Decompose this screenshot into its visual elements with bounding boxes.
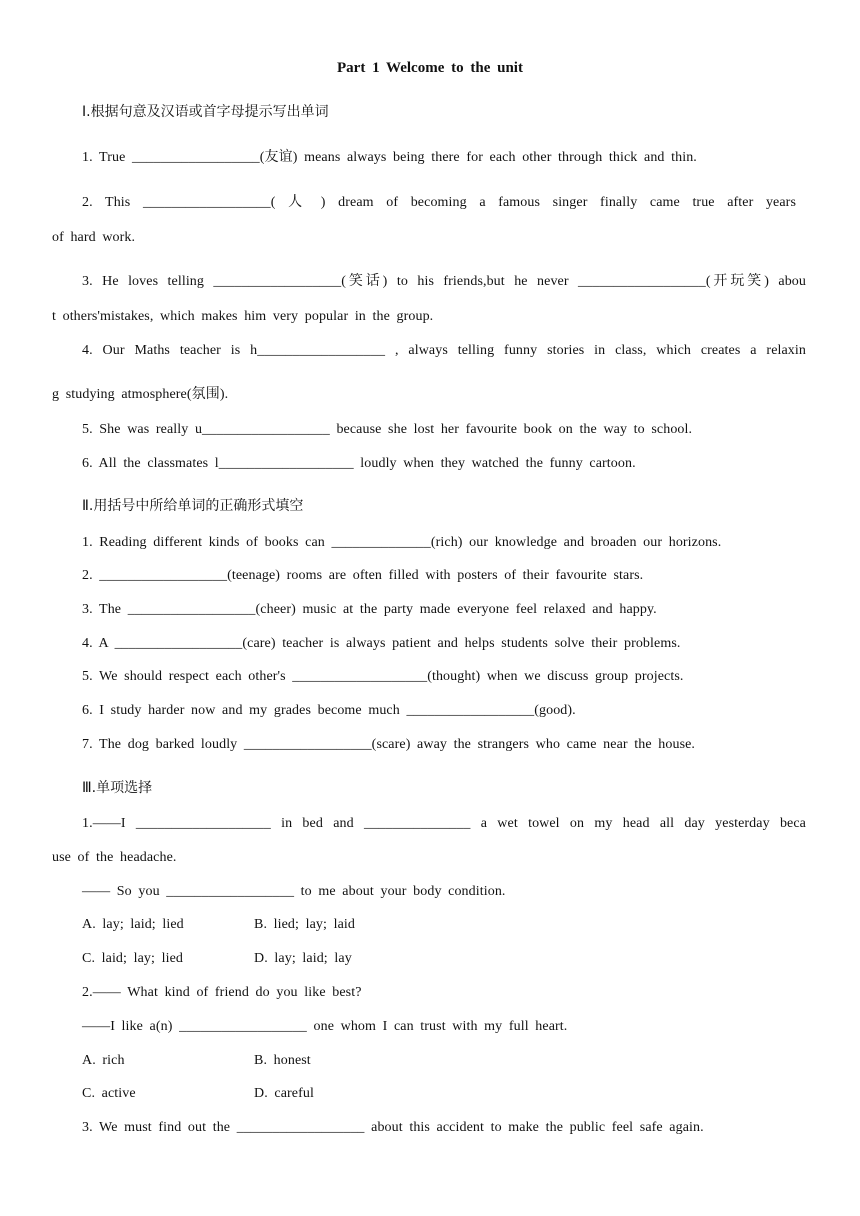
s2-q6: 6. I study harder now and my grades become much __________________(good). <box>82 703 576 718</box>
s1-q3-cont: t others'mistakes, which makes him very popular in the group. <box>52 309 434 324</box>
s2-q7: 7. The dog barked loudly __________________(scare) away the strangers who came near the house. <box>82 737 696 752</box>
s1-q2-cont: of hard work. <box>52 230 136 245</box>
s3-q1-option-d: D. lay; laid; lay <box>254 951 352 966</box>
s3-q1-option-b: B. lied; lay; laid <box>254 917 356 932</box>
s2-q1: 1. Reading different kinds of books can ______________(rich) our knowledge and broaden our horizons. <box>82 535 722 550</box>
s3-q2-response: ——I like a(n) __________________ one whom I can trust with my full heart. <box>82 1019 568 1034</box>
page-title: Part 1 Welcome to the unit <box>337 60 523 76</box>
s3-q1-stem-cont: use of the headache. <box>52 850 177 865</box>
s3-q2-option-d: D. careful <box>254 1086 314 1101</box>
s1-q1: 1. True __________________(友谊) means always being there for each other through thick and thin. <box>82 150 697 165</box>
s2-q2: 2. __________________(teenage) rooms are often filled with posters of their favourite stars. <box>82 568 644 583</box>
s2-q3: 3. The __________________(cheer) music at the party made everyone feel relaxed and happy. <box>82 602 657 617</box>
s2-q4: 4. A __________________(care) teacher is always patient and helps students solve their problems. <box>82 636 681 651</box>
s1-q6: 6. All the classmates l___________________ loudly when they watched the funny cartoon. <box>82 456 636 471</box>
section-2-heading: Ⅱ.用括号中所给单词的正确形式填空 <box>82 498 304 514</box>
section-1-heading: I.根据句意及汉语或首字母提示写出单词 <box>82 104 329 120</box>
s2-q5: 5. We should respect each other's ___________________(thought) when we discuss group projects. <box>82 669 684 684</box>
s1-q2: 2. This __________________( 人 ) dream of becoming a famous singer finally came true after years <box>82 195 796 210</box>
s1-q4: 4. Our Maths teacher is h__________________ , always telling funny stories in class, which creates a relaxin <box>82 343 806 358</box>
s3-q2-option-c: C. active <box>82 1086 136 1101</box>
s3-q1-response: —— So you __________________ to me about your body condition. <box>82 884 506 899</box>
s1-q5: 5. She was really u__________________ because she lost her favourite book on the way to school. <box>82 422 693 437</box>
s1-q4-cont: g studying atmosphere(氛围). <box>52 387 229 402</box>
s3-q2-option-a: A. rich <box>82 1053 125 1068</box>
s1-q3: 3. He loves telling __________________(笑话) to his friends,but he never __________________(开玩笑) abou <box>82 274 806 289</box>
s3-q1-option-a: A. lay; laid; lied <box>82 917 184 932</box>
s3-q3-stem: 3. We must find out the __________________ about this accident to make the public feel safe again. <box>82 1120 704 1135</box>
section-3-heading: Ⅲ.单项选择 <box>82 780 153 796</box>
s3-q2-stem: 2.—— What kind of friend do you like best? <box>82 985 362 1000</box>
s3-q1-stem: 1.——I ___________________ in bed and _______________ a wet towel on my head all day yesterday beca <box>82 816 806 831</box>
s3-q1-option-c: C. laid; lay; lied <box>82 951 184 966</box>
s3-q2-option-b: B. honest <box>254 1053 311 1068</box>
